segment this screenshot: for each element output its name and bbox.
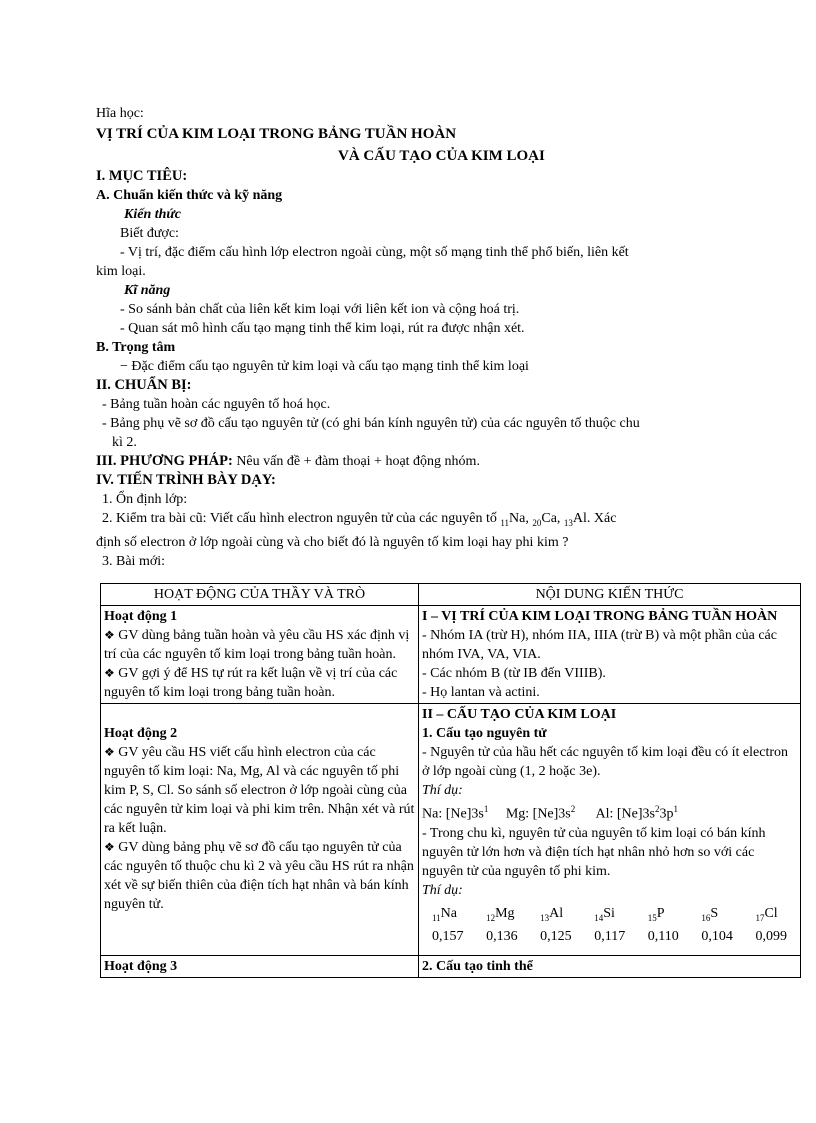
heading-skills: Kĩ năng [124,283,171,298]
electron-configs: Na: $[Ne]3s^1$ Mg: $[Ne]3s^2$ Al: $[Ne]3s^23p^1$ [422,804,678,822]
step-2: 2. Kiểm tra bài cũ: Viết cấu hình electron nguyên tử của các nguyên tố $_{11}$Na, $_{20}$Ca, $_{13}$Al. Xác [102,511,617,528]
content-3-cell [419,956,801,978]
know-intro: Biết được: [120,226,179,241]
activity-3-cell [101,956,419,978]
activity-1-cell [101,606,419,704]
activity-2-title: Hoạt động 2 [104,726,178,741]
atomic-radius-value: 0,157 [432,929,464,945]
atomic-radii-row [422,904,797,947]
diamond-bullet-icon: ❖ [104,745,115,759]
element-si: $_{14}$Si 0,117 [594,905,626,945]
atomic-radius-value: 0,104 [701,929,733,945]
prep-2: - Bảng phụ vẽ sơ đồ cấu tạo nguyên tử (có ghi bán kính nguyên tử) của các nguyên tố thuộc chu [102,416,640,431]
activity-2-bullet-1: ❖ GV yêu cầu HS viết cấu hình electron của các nguyên tố kim loại: Na, Mg, Al và các nguyên tố phi kim P, S, Cl. So sánh số electron ở lớp ngoài cùng của các nguyên tử kim loại và phi kim trên. Nhận xét và rút ra kết luận. [104,745,415,836]
step-3: 3. Bài mới: [102,553,166,569]
example-label: Thí dụ: [422,783,463,798]
know-line-2: kim loại. [96,264,146,279]
content-3-title: 2. Cấu tạo tinh thể [422,959,533,975]
diamond-bullet-icon: ❖ [104,666,115,680]
subsection-b: B. Trọng tâm [96,340,176,355]
section-preparation: II. CHUẨN BỊ: [96,377,192,393]
activity-2-cell [101,704,419,956]
content-1-cell [419,606,801,704]
title-line-2: VÀ CẤU TẠO CỦA KIM LOẠI [338,148,545,164]
lesson-table-wrap [98,583,801,978]
diamond-bullet-icon: ❖ [104,840,115,854]
content-1-line-1: - Nhóm IA (trừ H), nhóm IIA, IIIA (trừ B) và một phần của các nhóm IVA, VA, VIA. [422,628,777,662]
diamond-bullet-icon: ❖ [104,628,115,642]
skill-1: - So sánh bản chất của liên kết kim loại với liên kết ion và cộng hoá trị. [120,302,520,317]
atomic-radius-value: 0,099 [755,929,787,945]
element-p: $_{15}$P 0,110 [647,905,679,945]
col-header-activities: HOẠT ĐỘNG CỦA THẦY VÀ TRÒ [101,584,419,606]
atomic-radius-value: 0,110 [647,929,679,945]
content-1-title: I – VỊ TRÍ CỦA KIM LOẠI TRONG BẢNG TUẦN HOÀN [422,609,778,624]
document-page [96,104,722,571]
activity-1-title: Hoạt động 1 [104,609,178,624]
title-line-1: VỊ TRÍ CỦA KIM LOẠI TRONG BẢNG TUẦN HOÀN [96,126,457,142]
col-header-content: NỘI DUNG KIẾN THỨC [419,584,801,606]
section-objectives: I. MỤC TIÊU: [96,168,188,184]
focus-1: − Đặc điểm cấu tạo nguyên tử kim loại và cấu tạo mạng tinh thể kim loại [120,359,529,374]
element-al: $_{13}$Al 0,125 [540,905,572,945]
subject-label: Hĩa học: [96,106,144,121]
atomic-radius-value: 0,125 [540,929,572,945]
activity-3-title: Hoạt động 3 [104,959,178,975]
element-cl: $_{17}$Cl 0,099 [755,905,787,945]
step-2b: định số electron ở lớp ngoài cùng và cho biết đó là nguyên tố kim loại hay phi kim ? [96,534,569,550]
know-line-1: - Vị trí, đặc điểm cấu hình lớp electron ngoài cùng, một số mạng tinh thể phổ biến, liên kết [120,245,629,260]
skill-2: - Quan sát mô hình cấu tạo mạng tinh thể kim loại, rút ra được nhận xét. [120,321,525,336]
content-2-cell [419,704,801,956]
atomic-radius-value: 0,136 [486,929,518,945]
content-2-subtitle: 1. Cấu tạo nguyên tử [422,726,547,741]
activity-1-bullet-2: ❖ GV gợi ý để HS tự rút ra kết luận về vị trí của các nguyên tố kim loại trong bảng tuần hoàn. [104,666,398,700]
activity-2-bullet-2: ❖ GV dùng bảng phụ vẽ sơ đồ cấu tạo nguyên tử của các nguyên tố thuộc chu kì 2 và yêu cầu HS rút ra nhận xét về sự biến thiên của điện tích hạt nhân và bán kính nguyên tử. [104,840,414,912]
activity-1-bullet-1: ❖ GV dùng bảng tuần hoàn và yêu cầu HS xác định vị trí của các nguyên tố kim loại trong bảng tuần hoàn. [104,628,410,662]
content-1-line-2: - Các nhóm B (từ IB đến VIIIB). [422,666,606,681]
subsection-a: A. Chuẩn kiến thức và kỹ năng [96,188,283,203]
content-1-line-3: - Họ lantan và actini. [422,685,540,700]
atomic-radius-value: 0,117 [594,929,626,945]
element-s: $_{16}$S 0,104 [701,905,733,945]
section-procedure: IV. TIẾN TRÌNH BÀY DẠY: [96,472,276,488]
content-2-line-1: - Nguyên tử của hầu hết các nguyên tố kim loại đều có ít electron ở lớp ngoài cùng (1, 2 hoặc 3e). [422,745,789,779]
content-2-title: II – CẤU TẠO CỦA KIM LOẠI [422,707,617,722]
step-1: 1. Ổn định lớp: [102,492,188,507]
lesson-table [100,583,801,978]
heading-knowledge: Kiến thức [124,207,182,222]
element-mg: $_{12}$Mg 0,136 [486,905,518,945]
element-na: $_{11}$Na 0,157 [432,905,464,945]
prep-2b: kì 2. [112,435,137,450]
content-2-line-2: - Trong chu kì, nguyên tử của nguyên tố kim loại có bán kính nguyên tử lớn hơn và điện tích hạt nhân nhỏ hơn so với các nguyên tử của nguyên tố phi kim. [422,825,766,879]
section-method: III. PHƯƠNG PHÁP: Nêu vấn đề + đàm thoại + hoạt động nhóm. [96,453,480,469]
example-label-2: Thí dụ: [422,882,463,898]
prep-1: - Bảng tuần hoàn các nguyên tố hoá học. [102,397,331,412]
